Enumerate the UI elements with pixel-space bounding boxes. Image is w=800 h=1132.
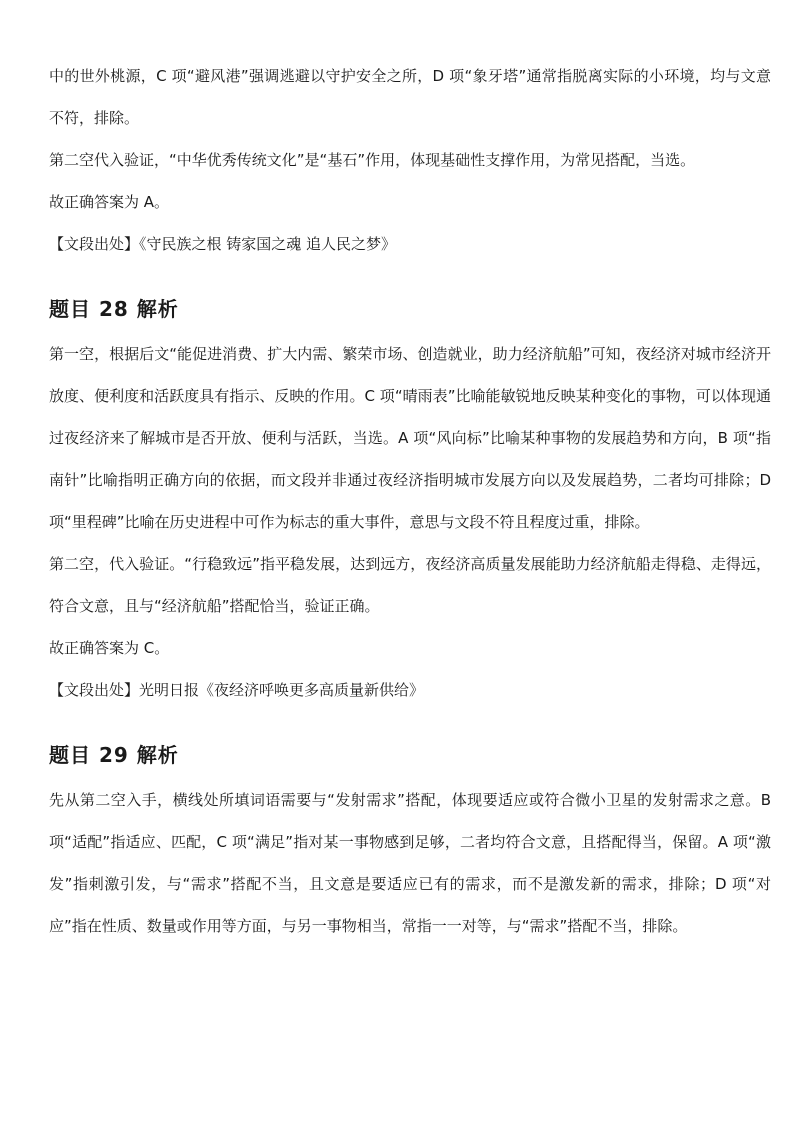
q28-paragraph-1: 第一空，根据后文“能促进消费、扩大内需、繁荣市场、创造就业，助力经济航船”可知，夜经济对城市经济开放度、便利度和活跃度具有指示、反映的作用。C 项“晴雨表”比喻能敏锐地反映某种变化的事物，可以体现通过夜经济来了解城市是否开放、便利与活跃，当选。A 项“风向标”比喻某种事物的发展趋势和方向，B 项“指南针”比喻指明正确方向的依据，而文段并非通过夜经济指明城市发展方向以及发展趋势，二者均可排除；D 项“里程碑”比喻在历史进程中可作为标志的重大事件，意思与文段不符且程度过重，排除。 xyxy=(49,345,771,531)
q28-answer: 故正确答案为 C。 xyxy=(49,639,170,657)
intro-answer: 故正确答案为 A。 xyxy=(49,193,170,211)
intro-source: 【文段出处】《守民族之根 铸家国之魂 追人民之梦》 xyxy=(49,235,397,253)
q28-source: 【文段出处】光明日报《夜经济呼唤更多高质量新供给》 xyxy=(49,681,425,699)
question-29-heading: 题目 29 解析 xyxy=(49,743,179,767)
intro-paragraph-1: 中的世外桃源，C 项“避风港”强调逃避以守护安全之所，D 项“象牙塔”通常指脱离实际的小环境，均与文意不符，排除。 xyxy=(49,67,771,127)
question-28-heading: 题目 28 解析 xyxy=(49,297,179,321)
document-page xyxy=(49,55,771,947)
intro-paragraph-2: 第二空代入验证，“中华优秀传统文化”是“基石”作用，体现基础性支撑作用，为常见搭配，当选。 xyxy=(49,151,696,169)
q28-paragraph-2: 第二空，代入验证。“行稳致远”指平稳发展，达到远方，夜经济高质量发展能助力经济航船走得稳、走得远，符合文意，且与“经济航船”搭配恰当，验证正确。 xyxy=(49,555,771,615)
q29-paragraph-1: 先从第二空入手，横线处所填词语需要与“发射需求”搭配，体现要适应或符合微小卫星的发射需求之意。B 项“适配”指适应、匹配，C 项“满足”指对某一事物感到足够，二者均符合文意，且搭配得当，保留。A 项“激发”指刺激引发，与“需求”搭配不当，且文意是要适应已有的需求，而不是激发新的需求，排除；D 项“对应”指在性质、数量或作用等方面，与另一事物相当，常指一一对等，与“需求”搭配不当，排除。 xyxy=(49,791,771,935)
